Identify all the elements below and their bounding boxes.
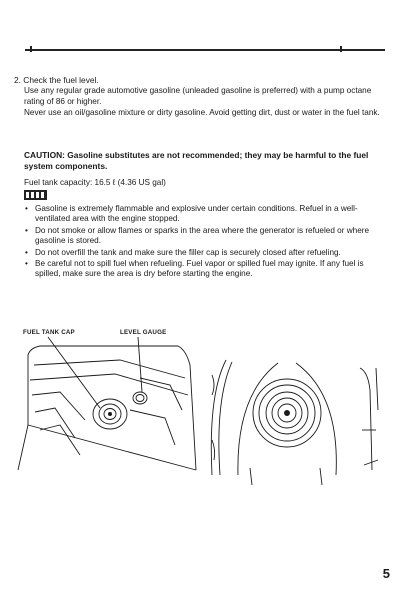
fuel-grade-paragraph: Use any regular grade automotive gasoline (unleaded gasoline is preferred) with a pump octane rating of 86 or higher. bbox=[24, 86, 372, 106]
page-number: 5 bbox=[382, 566, 390, 581]
list-item: • Do not smoke or allow flames or sparks in the area where the generator is refueled or where gasoline is stored. bbox=[25, 225, 370, 246]
caution-note: CAUTION: Gasoline substitutes are not recommended; they may be harmful to the fuel system components. bbox=[24, 150, 369, 171]
list-item: • Gasoline is extremely flammable and explosive under certain conditions. Refuel in a well-ventilated area with the engine stopped. bbox=[25, 204, 358, 224]
level-gauge-label: LEVEL GAUGE bbox=[120, 329, 167, 336]
list-item: • Be careful not to spill fuel when refueling. Fuel vapor or spilled fuel may ignite. If any fuel is spilled, make sure the area is dry before starting the engine. bbox=[25, 259, 364, 279]
fuel-tank-cap-label: FUEL TANK CAP bbox=[23, 329, 75, 336]
list-item: • Do not overfill the tank and make sure the filler cap is securely closed after refueling. bbox=[25, 247, 341, 257]
fuel-mixture-paragraph: Never use an oil/gasoline mixture or dirty gasoline. Avoid getting dirt, dust or water in the fuel tank. bbox=[24, 108, 380, 117]
step-heading: 2. Check the fuel level. bbox=[14, 75, 99, 85]
fuel-tank-capacity: Fuel tank capacity: 16.5 ℓ (4.36 US gal) bbox=[24, 178, 166, 187]
